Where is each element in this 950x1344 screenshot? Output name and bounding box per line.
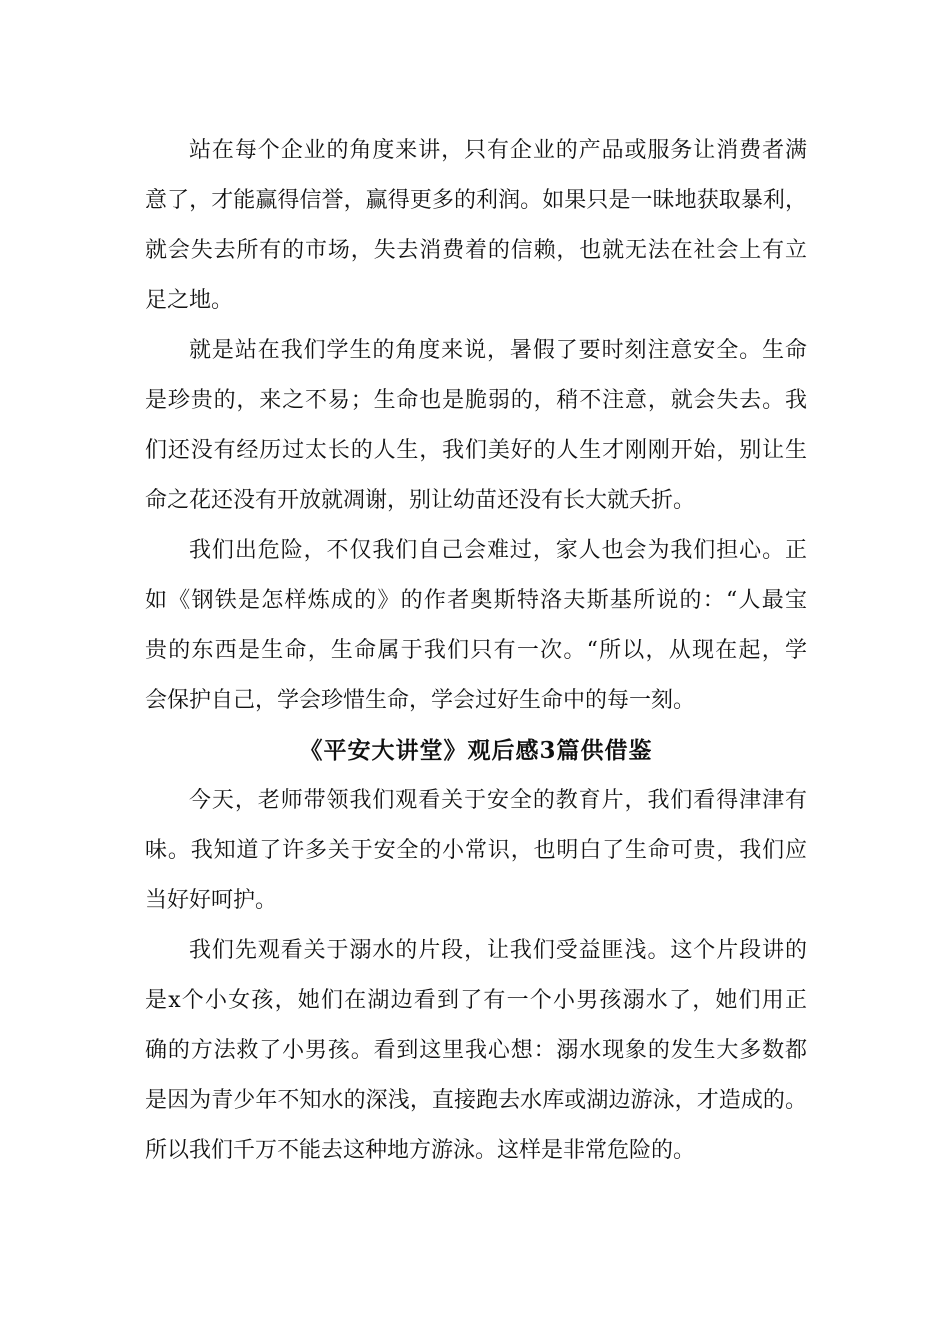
- text-line: 意了，才能赢得信誉，赢得更多的利润。如果只是一昧地获取暴利，: [145, 188, 807, 213]
- text-line: 如《钢铁是怎样炼成的》的作者奥斯特洛夫斯基所说的：“人最宝: [145, 588, 807, 613]
- text-line: 当好好呵护。: [145, 888, 278, 913]
- paragraph: [145, 776, 807, 926]
- text-line: 是珍贵的，来之不易；生命也是脆弱的，稍不注意，就会失去。我: [145, 388, 807, 413]
- text-line: 就是站在我们学生的角度来说，暑假了要时刻注意安全。生命: [189, 338, 807, 363]
- paragraph: [145, 526, 807, 726]
- text-line: 会保护自己，学会珍惜生命，学会过好生命中的每一刻。: [145, 688, 696, 713]
- text-line: 足之地。: [145, 288, 234, 313]
- text-line: 是x个小女孩，她们在湖边看到了有一个小男孩溺水了，她们用正: [145, 988, 807, 1013]
- text-line: 我们先观看关于溺水的片段，让我们受益匪浅。这个片段讲的: [189, 938, 807, 963]
- text-line: 是因为青少年不知水的深浅，直接跑去水库或湖边游泳，才造成的。: [145, 1088, 807, 1113]
- text-line: 确的方法救了小男孩。看到这里我心想：溺水现象的发生大多数都: [145, 1038, 807, 1063]
- text-line: 们还没有经历过太长的人生，我们美好的人生才刚刚开始，别让生: [145, 438, 807, 463]
- text-line: 我们出危险，不仅我们自己会难过，家人也会为我们担心。正: [189, 538, 807, 563]
- text-line: 命之花还没有开放就凋谢，别让幼苗还没有长大就夭折。: [145, 488, 696, 513]
- text-line: 就会失去所有的市场，失去消费着的信赖，也就无法在社会上有立: [145, 238, 807, 263]
- text-line: 味。我知道了许多关于安全的小常识，也明白了生命可贵，我们应: [145, 838, 807, 863]
- document-body: [145, 126, 807, 1176]
- text-line: 所以我们千万不能去这种地方游泳。这样是非常危险的。: [145, 1138, 696, 1163]
- paragraph: [145, 126, 807, 326]
- text-line: 站在每个企业的角度来讲，只有企业的产品或服务让消费者满: [189, 138, 807, 163]
- text-line: 今天，老师带领我们观看关于安全的教育片，我们看得津津有: [189, 788, 807, 813]
- paragraph: [145, 326, 807, 526]
- section-heading: 《平安大讲堂》观后感3篇供借鉴: [299, 737, 653, 764]
- paragraph: [145, 926, 807, 1176]
- text-line: 贵的东西是生命，生命属于我们只有一次。“所以，从现在起，学: [145, 638, 807, 663]
